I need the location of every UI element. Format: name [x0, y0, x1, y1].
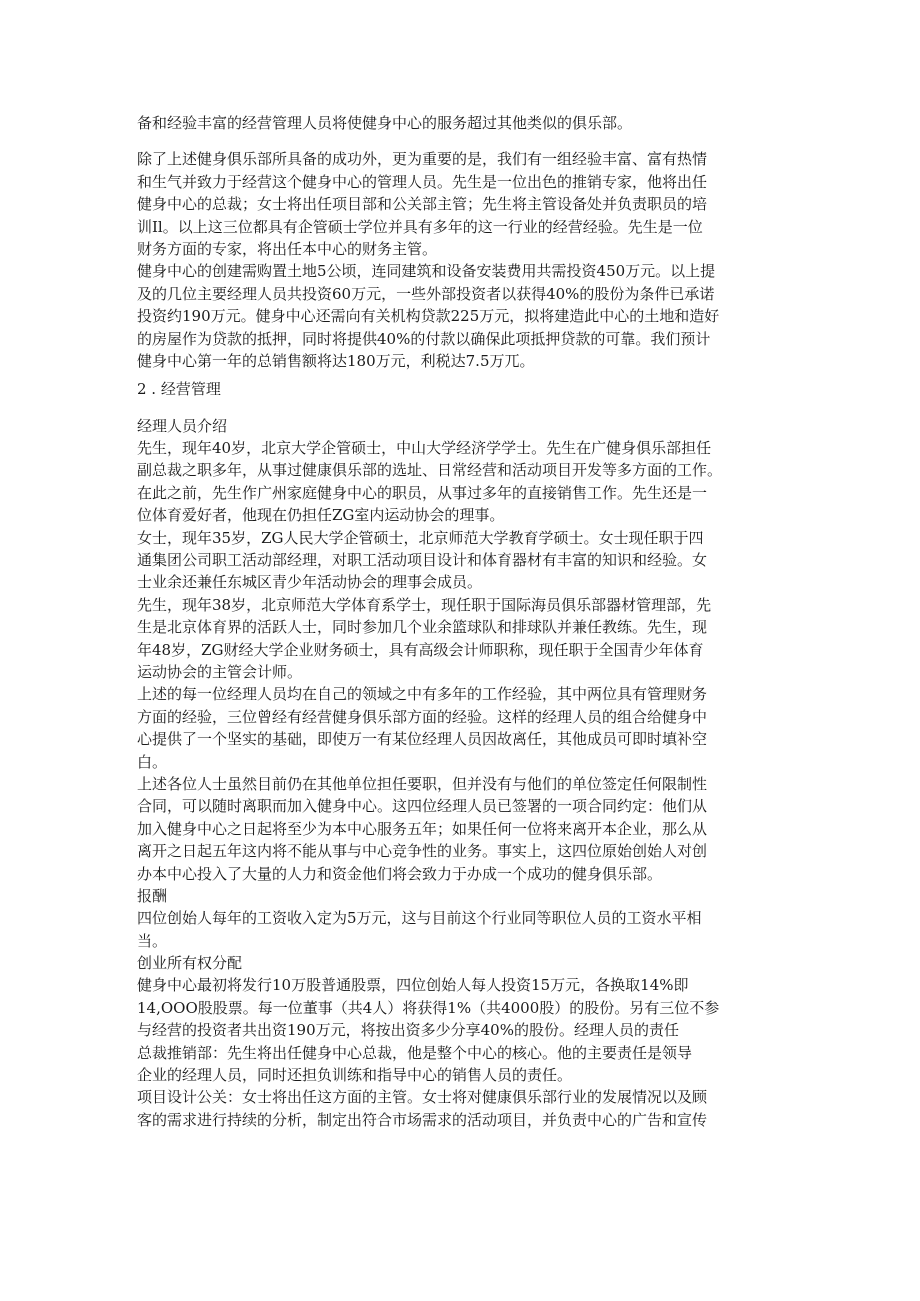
text-line: 健身中心的创建需购置土地5公顷，连同建筑和设备安装费用共需投资450万元。以上提	[137, 262, 716, 281]
text-line: 健身中心最初将发行10万股普通股票，四位创始人每人投资15万元，各换取14%即	[137, 976, 689, 995]
text-line: 健身中心的总裁；女士将出任项目部和公关部主管；先生将主管设备处并负责职员的培	[137, 195, 708, 214]
text-line: 上述各位人士虽然目前仍在其他单位担任要职，但并没有与他们的单位签定任何限制性	[137, 774, 708, 793]
text-line: 健身中心第一年的总销售额将达180万元，利税达7.5万兀。	[137, 351, 535, 370]
text-line: 士业余还兼任东城区青少年活动协会的理事会成员。	[137, 573, 483, 592]
subsection-heading: 创业所有权分配	[137, 954, 243, 973]
document-body	[137, 112, 723, 1131]
text-line: 加入健身中心之日起将至少为本中心服务五年；如果任何一位将来离开本企业，那么从	[137, 819, 708, 838]
text-line: 及的几位主要经理人员共投资60万元，一些外部投资者以获得40%的股份为条件已承诺	[137, 284, 715, 303]
text-line: 女士，现年35岁，ZG人民大学企管硕士，北京师范大学教育学硕士。女士现任职于四	[137, 528, 704, 547]
text-line: 和生气并致力于经营这个健身中心的管理人员。先生是一位出色的推销专家，他将出任	[137, 172, 708, 191]
text-line: 白。	[137, 752, 168, 771]
subsection-heading: 报酬	[137, 886, 168, 905]
text-line: 副总裁之职多年，从事过健康俱乐部的选址、日常经营和活动项目开发等多方面的工作。	[137, 461, 723, 480]
text-line: 除了上述健身俱乐部所具备的成功外，更为重要的是，我们有一组经验丰富、富有热情	[137, 150, 708, 169]
section-heading: 2 . 经营管理	[137, 380, 221, 399]
text-line: 项目设计公关：女士将出任这方面的主管。女士将对健康俱乐部行业的发展情况以及顾	[137, 1088, 708, 1107]
text-line: 离开之日起五年这内将不能从事与中心竞争性的业务。事实上，这四位原始创始人对创	[137, 842, 708, 861]
text-line: 合同，可以随时离职而加入健身中心。这四位经理人员已签署的一项合同约定：他们从	[137, 797, 708, 816]
text-line: 通集团公司职工活动部经理，对职工活动项目设计和体育器材有丰富的知识和经验。女	[137, 551, 708, 570]
text-line: 年48岁，ZG财经大学企业财务硕士，具有高级会计师职称，现任职于全国青少年体育	[137, 640, 704, 659]
text-line: 方面的经验，三位曾经有经营健身俱乐部方面的经验。这样的经理人员的组合给健身中	[137, 707, 708, 726]
text-line: 训Il。以上这三位都具有企管硕士学位并具有多年的这一行业的经营经验。先生是一位	[137, 217, 703, 236]
text-line: 运动协会的主管会计师。	[137, 662, 303, 681]
text-line: 先生，现年40岁，北京大学企管硕士，中山大学经济学学士。先生在广健身俱乐部担任	[137, 439, 712, 458]
text-line: 生是北京体育界的活跃人士，同时参加几个业余篮球队和排球队并兼任教练。先生，现	[137, 618, 708, 637]
text-line: 企业的经理人员，同时还担负训练和指导中心的销售人员的责任。	[137, 1066, 573, 1085]
text-line: 心提供了一个坚实的基础，即使万一有某位经理人员因故离任，其他成员可即时填补空	[137, 730, 708, 749]
text-line: 四位创始人每年的工资收入定为5万元，这与目前这个行业同等职位人员的工资水平相	[137, 909, 702, 928]
text-line: 与经营的投资者共出资190万元，将按出资多少分享40%的股份。经理人员的责任	[137, 1021, 679, 1040]
text-line: 的房屋作为贷款的抵押，同时将提供40%的付款以确保此项抵押贷款的可靠。我们预计	[137, 329, 711, 348]
text-line: 先生，现年38岁，北京师范大学体育系学士，现任职于国际海员俱乐部器材管理部，先	[137, 595, 712, 614]
text-line: 投资约190万元。健身中心还需向有关机构贷款225万元，拟将建造此中心的土地和造好	[137, 307, 720, 326]
text-line: 14,OOO股股票。每一位董事（共4人）将获得1%（共4000股）的股份。另有三位不参	[137, 998, 720, 1017]
text-line: 财务方面的专家，将出任本中心的财务主管。	[137, 239, 438, 258]
text-line: 总裁推销部：先生将出任健身中心总裁，他是整个中心的核心。他的主要责任是领导	[137, 1043, 693, 1062]
text-line: 在此之前，先生作广州家庭健身中心的职员，从事过多年的直接销售工作。先生还是一	[137, 483, 708, 502]
text-line: 备和经验丰富的经营管理人员将使健身中心的服务超过其他类似的俱乐部。	[137, 114, 633, 132]
text-line: 上述的每一位经理人员均在自己的领域之中有多年的工作经验，其中两位具有管理财务	[137, 685, 708, 704]
text-line: 位体育爱好者，他现在仍担任ZG室内运动协会的理事。	[137, 506, 505, 525]
text-line: 当。	[137, 931, 168, 950]
text-line: 客的需求进行持续的分析，制定出符合市场需求的活动项目，并负责中心的广告和宣传	[137, 1110, 708, 1129]
subsection-heading: 经理人员介绍	[137, 416, 228, 435]
text-line: 办本中心投入了大量的人力和资金他们将会致力于办成一个成功的健身俱乐部。	[137, 864, 663, 883]
